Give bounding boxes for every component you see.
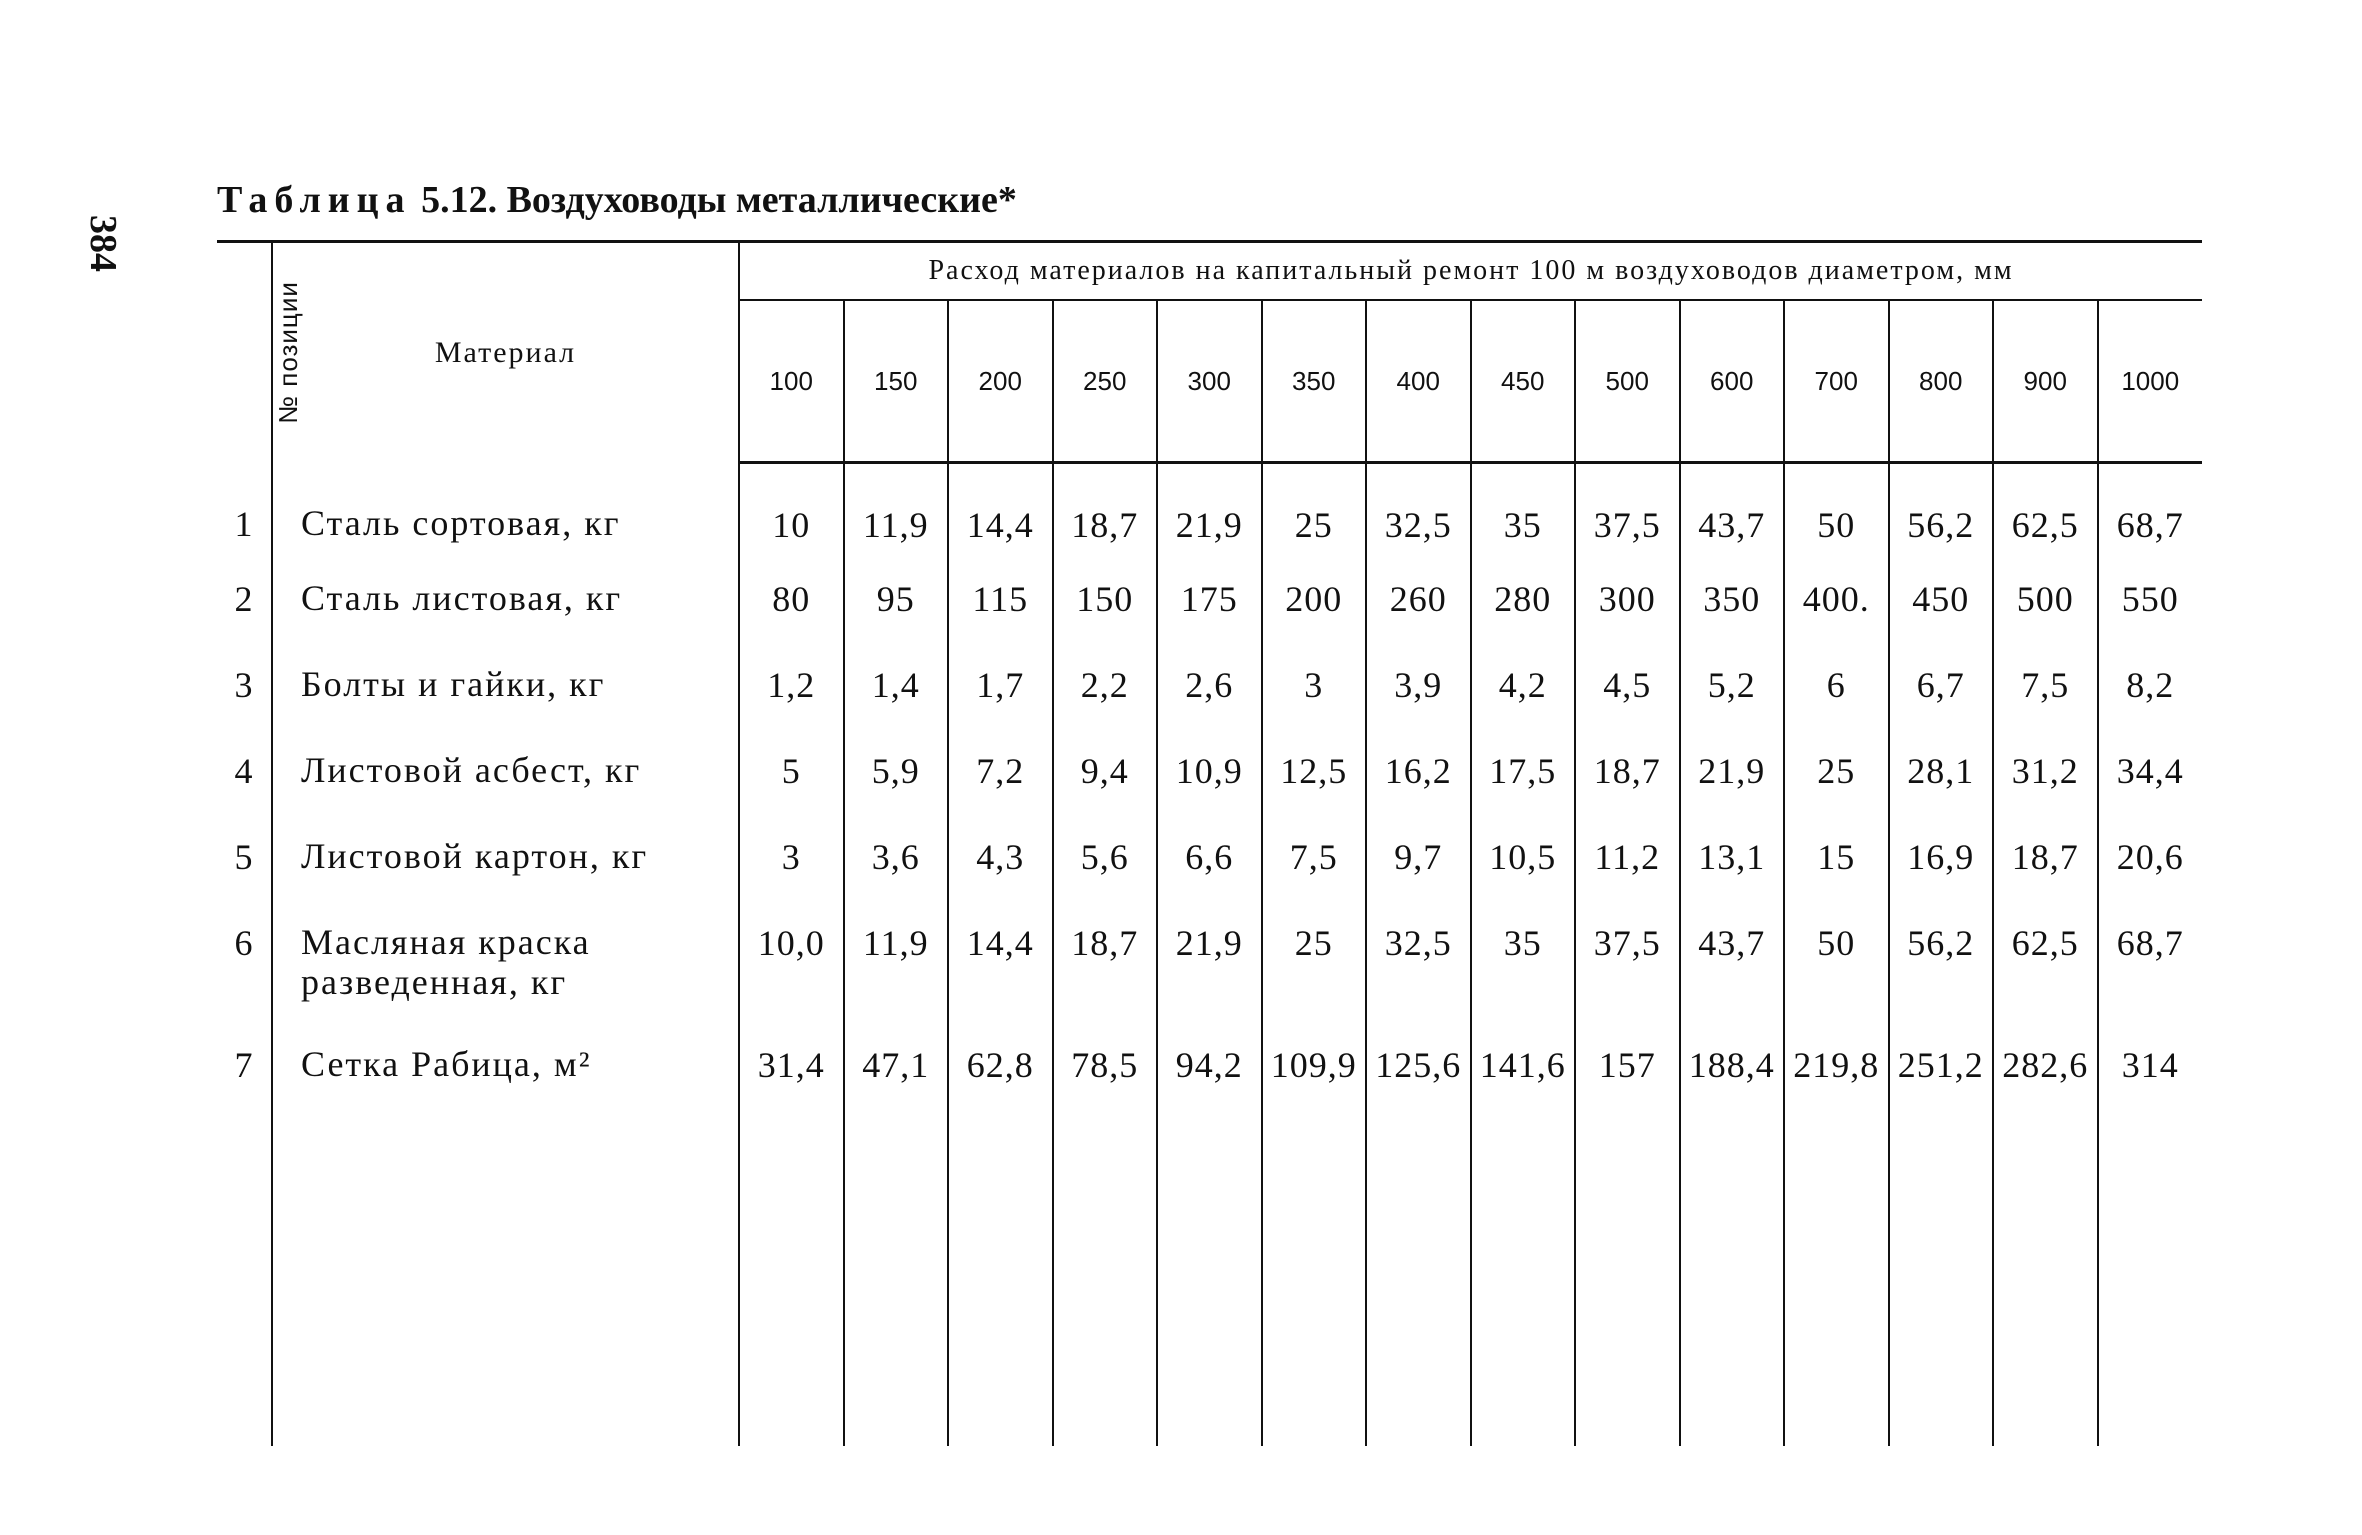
row-value: 32,5	[1366, 908, 1471, 1030]
table-body	[217, 463, 2202, 1447]
table-title-text: 5.12. Воздуховоды металлические*	[421, 179, 1017, 221]
filler-cell	[2098, 1116, 2203, 1446]
row-value: 35	[1471, 908, 1576, 1030]
row-value: 47,1	[844, 1030, 949, 1116]
row-value: 94,2	[1157, 1030, 1262, 1116]
row-value: 251,2	[1889, 1030, 1994, 1116]
row-value: 43,7	[1680, 463, 1785, 565]
table-row	[217, 463, 2202, 565]
row-value: 4,2	[1471, 650, 1576, 736]
filler-cell	[1680, 1116, 1785, 1446]
filler-cell	[217, 1116, 272, 1446]
filler-cell	[948, 1116, 1053, 1446]
page-number: 384	[82, 215, 124, 272]
row-value: 50	[1784, 908, 1889, 1030]
row-value: 32,5	[1366, 463, 1471, 565]
row-value: 3	[739, 822, 844, 908]
row-value: 62,8	[948, 1030, 1053, 1116]
row-value: 450	[1889, 564, 1994, 650]
row-value: 6,7	[1889, 650, 1994, 736]
row-value: 2,6	[1157, 650, 1262, 736]
filler-cell	[1157, 1116, 1262, 1446]
table-row	[217, 564, 2202, 650]
row-position: 1	[217, 463, 272, 565]
row-value: 43,7	[1680, 908, 1785, 1030]
row-value: 68,7	[2116, 505, 2184, 545]
row-value: 18,7	[1993, 822, 2098, 908]
row-value: 50	[1784, 463, 1889, 565]
row-value: 17,5	[1471, 736, 1576, 822]
table-row	[217, 736, 2202, 822]
row-value: 7,5	[1993, 650, 2098, 736]
row-value: 68,7	[2116, 923, 2184, 963]
filler-cell	[1784, 1116, 1889, 1446]
row-value: 200	[1262, 564, 1367, 650]
materials-table	[217, 240, 2202, 1446]
row-value: 6,6	[1157, 822, 1262, 908]
diameter-header: 500	[1575, 300, 1680, 463]
filler-cell	[1889, 1116, 1994, 1446]
row-value: 350	[1680, 564, 1785, 650]
row-value: 80	[739, 564, 844, 650]
table-title-label: Таблица	[217, 179, 412, 221]
row-value: 5,6	[1053, 822, 1158, 908]
row-value: 16,9	[1889, 822, 1994, 908]
row-value: 21,9	[1157, 908, 1262, 1030]
row-value: 109,9	[1262, 1030, 1367, 1116]
row-value: 7,2	[948, 736, 1053, 822]
header-row-group	[217, 242, 2202, 301]
row-position: 7	[217, 1030, 272, 1116]
row-value: 12,5	[1262, 736, 1367, 822]
row-value: 115	[948, 564, 1053, 650]
position-header-label: № позиции	[272, 281, 303, 425]
row-value: 5	[739, 736, 844, 822]
row-value: 25	[1262, 463, 1367, 565]
row-position: 5	[217, 822, 272, 908]
row-value: 16,2	[1366, 736, 1471, 822]
row-value: 7,5	[1262, 822, 1367, 908]
row-value: 20,6	[2116, 837, 2184, 877]
table-row	[217, 908, 2202, 1030]
row-value: 62,5	[1993, 908, 2098, 1030]
row-position: 2	[217, 564, 272, 650]
row-value: 260	[1366, 564, 1471, 650]
row-value: 18,7	[1053, 463, 1158, 565]
row-value: 10,0	[739, 908, 844, 1030]
diameter-header: 800	[1889, 300, 1994, 463]
row-value: 300	[1575, 564, 1680, 650]
row-value: 14,4	[948, 463, 1053, 565]
filler-cell	[1993, 1116, 2098, 1446]
row-value: 37,5	[1575, 463, 1680, 565]
row-position: 4	[217, 736, 272, 822]
row-value: 25	[1262, 908, 1367, 1030]
row-value: 18,7	[1575, 736, 1680, 822]
row-value: 14,4	[948, 908, 1053, 1030]
row-value: 11,9	[844, 908, 949, 1030]
row-value: 5,2	[1680, 650, 1785, 736]
row-value: 150	[1053, 564, 1158, 650]
table-title	[217, 178, 1017, 222]
row-value: 188,4	[1680, 1030, 1785, 1116]
row-value: 10	[739, 463, 844, 565]
row-value: 37,5	[1575, 908, 1680, 1030]
filler-cell	[1575, 1116, 1680, 1446]
row-position: 3	[217, 650, 272, 736]
row-value: 3,9	[1366, 650, 1471, 736]
row-value: 314	[2121, 1045, 2179, 1085]
row-value: 11,9	[844, 463, 949, 565]
row-value: 21,9	[1157, 463, 1262, 565]
materials-table-container	[217, 240, 2202, 1446]
diameter-header: 350	[1262, 300, 1367, 463]
row-value: 62,5	[1993, 463, 2098, 565]
diameter-header: 150	[844, 300, 949, 463]
table-row	[217, 650, 2202, 736]
row-value: 25	[1784, 736, 1889, 822]
diameter-header: 100	[739, 300, 844, 463]
row-value: 282,6	[1993, 1030, 2098, 1116]
row-value: 1,4	[844, 650, 949, 736]
row-value: 3	[1262, 650, 1367, 736]
row-value: 1,7	[948, 650, 1053, 736]
row-value: 56,2	[1889, 908, 1994, 1030]
row-value: 9,7	[1366, 822, 1471, 908]
row-value: 31,2	[1993, 736, 2098, 822]
row-value: 10,9	[1157, 736, 1262, 822]
row-value: 21,9	[1680, 736, 1785, 822]
row-position: 6	[217, 908, 272, 1030]
table-row	[217, 822, 2202, 908]
row-value: 400.	[1784, 564, 1889, 650]
row-value: 6	[1784, 650, 1889, 736]
row-value: 175	[1157, 564, 1262, 650]
diameter-header: 200	[948, 300, 1053, 463]
row-value: 28,1	[1889, 736, 1994, 822]
row-value: 9,4	[1053, 736, 1158, 822]
filler-cell	[1262, 1116, 1367, 1446]
row-value: 2,2	[1053, 650, 1158, 736]
filler-cell	[1053, 1116, 1158, 1446]
row-value: 500	[1993, 564, 2098, 650]
position-header	[217, 242, 303, 463]
material-header: Материал	[272, 242, 739, 463]
row-material-name: Сталь сортовая, кг	[272, 463, 739, 565]
diameter-header: 700	[1784, 300, 1889, 463]
row-value: 11,2	[1575, 822, 1680, 908]
diameter-header: 400	[1366, 300, 1471, 463]
row-value: 125,6	[1366, 1030, 1471, 1116]
row-value: 280	[1471, 564, 1576, 650]
row-value: 1,2	[739, 650, 844, 736]
diameter-header: 300	[1157, 300, 1262, 463]
table-row	[217, 1030, 2202, 1116]
row-value: 34,4	[2116, 751, 2184, 791]
row-value: 56,2	[1889, 463, 1994, 565]
row-value: 141,6	[1471, 1030, 1576, 1116]
diameter-header: 900	[1993, 300, 2098, 463]
filler-cell	[739, 1116, 844, 1446]
row-value: 157	[1575, 1030, 1680, 1116]
row-material-name: Сетка Рабица, м²	[272, 1030, 739, 1116]
row-value: 35	[1471, 463, 1576, 565]
diameter-header: 1000	[2098, 300, 2203, 463]
row-value: 4,5	[1575, 650, 1680, 736]
consumption-group-header: Расход материалов на капитальный ремонт 100 м воздуховодов диаметром, мм	[739, 242, 2202, 301]
diameter-header: 450	[1471, 300, 1576, 463]
row-material-name: Листовой картон, кг	[272, 822, 739, 908]
row-material-name: Сталь листовая, кг	[272, 564, 739, 650]
row-value: 5,9	[844, 736, 949, 822]
filler-cell	[844, 1116, 949, 1446]
row-value: 31,4	[739, 1030, 844, 1116]
filler-cell	[1471, 1116, 1576, 1446]
row-value: 10,5	[1471, 822, 1576, 908]
row-material-name: Масляная краска разведенная, кг	[272, 908, 739, 1030]
row-value: 3,6	[844, 822, 949, 908]
row-value: 15	[1784, 822, 1889, 908]
row-value: 219,8	[1784, 1030, 1889, 1116]
filler-cell	[1366, 1116, 1471, 1446]
table-filler-row	[217, 1116, 2202, 1446]
row-value: 550	[2121, 579, 2179, 619]
row-value: 95	[844, 564, 949, 650]
filler-cell	[272, 1116, 739, 1446]
row-material-name: Болты и гайки, кг	[272, 650, 739, 736]
row-value: 13,1	[1680, 822, 1785, 908]
row-value: 8,2	[2126, 665, 2175, 705]
row-value: 4,3	[948, 822, 1053, 908]
row-value: 18,7	[1053, 908, 1158, 1030]
diameter-header: 250	[1053, 300, 1158, 463]
row-value: 78,5	[1053, 1030, 1158, 1116]
row-material-name: Листовой асбест, кг	[272, 736, 739, 822]
diameter-header: 600	[1680, 300, 1785, 463]
